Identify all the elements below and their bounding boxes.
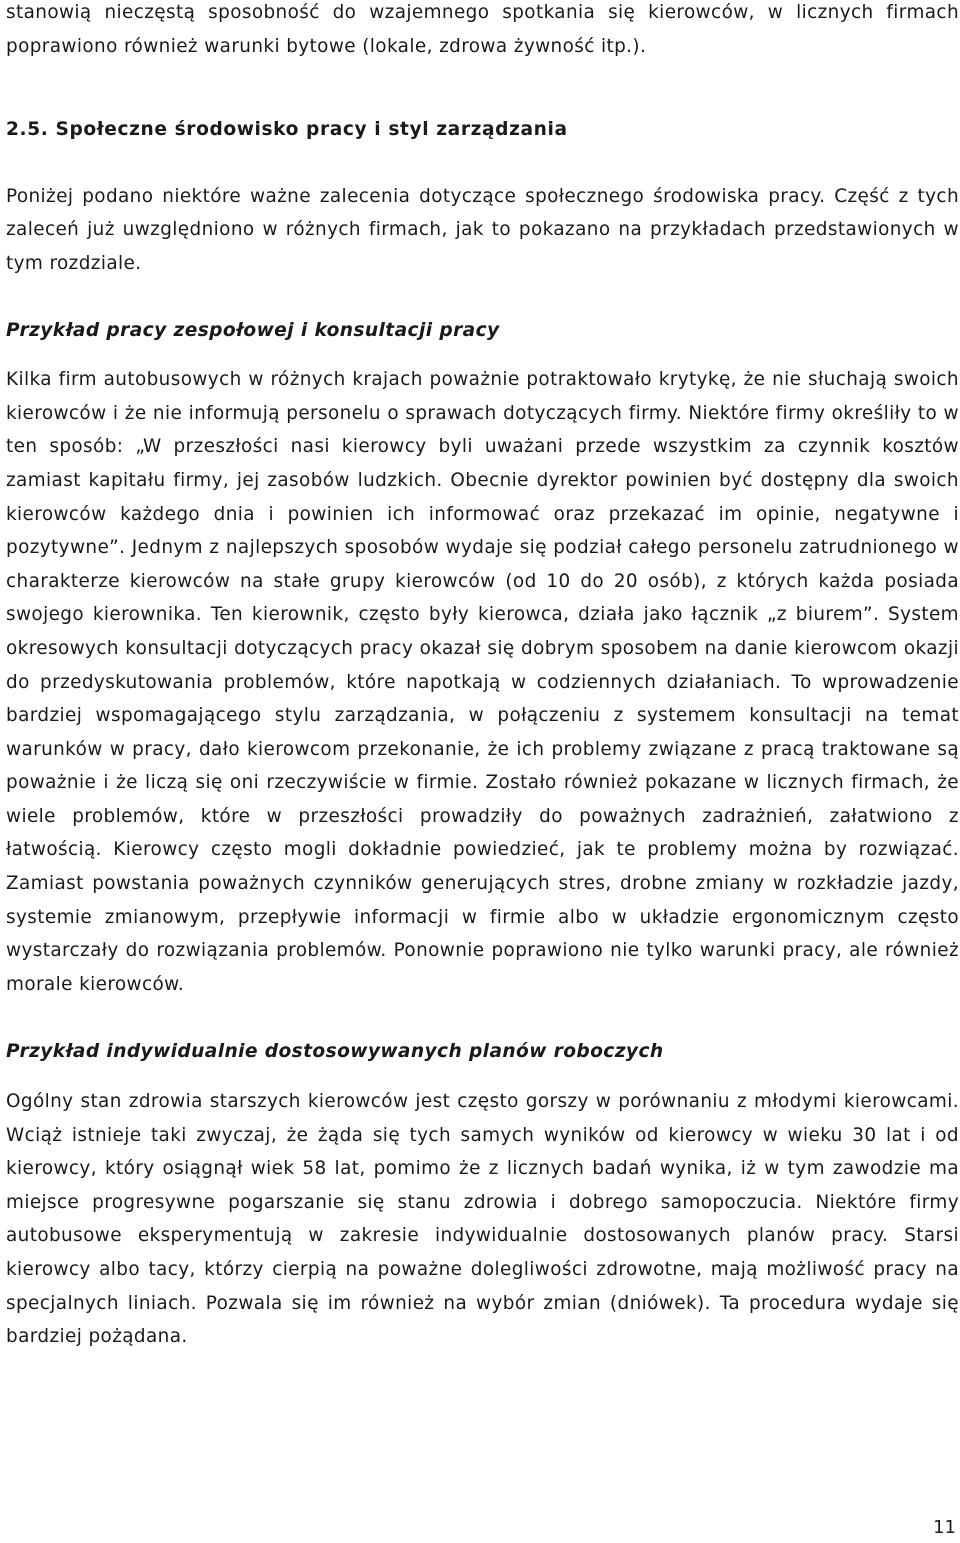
example-teamwork-paragraph: Kilka firm autobusowych w różnych krajach poważnie potraktowało krytykę, że nie słuchają swoich kierowców i że nie informują personelu o sprawach dotyczących firmy. Niektóre firmy określiły to w ten sposób: „W przeszłości nasi kierowcy byli uważani przede wszystkim za czynnik kosztów zamiast kapitału firmy, jej zasobów ludzkich. Obecnie dyrektor powinien być dostępny dla swoich kierowców każdego dnia i powinien ich informować oraz przekazać im opinie, negatywne i pozytywne”. Jednym z najlepszych sposobów wydaje się podział całego personelu zatrudnionego w charakterze kierowców na stałe grupy kierowców (od 10 do 20 osób), z których każda posiada swojego kierownika. Ten kierownik, często były kierowca, działa jako łącznik „z biurem”. System okresowych konsultacji dotyczących pracy okazał się dobrym sposobem na danie kierowcom okazji do przedyskutowania problemów, które napotkają w codziennych działaniach. To wprowadzenie bardziej wspomagającego stylu zarządzania, w połączeniu z systemem konsultacji na temat warunków w pracy, dało kierowcom przekonanie, że ich problemy związane z pracą traktowane są poważnie i że liczą się oni rzeczywiście w firmie. Zostało również pokazane w licznych firmach, że wiele problemów, które w przeszłości prowadziły do poważnych zadrażnień, załatwiono z łatwością. Kierowcy często mogli dokładnie powiedzieć, jak te problemy można by rozwiązać. Zamiast powstania poważnych czynników generujących stres, drobne zmiany w rozkładzie jazdy, systemie zmianowym, przepływie informacji w firmie albo w układzie ergonomicznym często wystarczały do rozwiązania problemów. Ponownie poprawiono nie tylko warunki pracy, ale również morale kierowców. xyxy=(6,369,959,995)
section-heading: 2.5. Społeczne środowisko pracy i styl zarządzania xyxy=(6,119,568,141)
example-teamwork-heading: Przykład pracy zespołowej i konsultacji pracy xyxy=(6,319,500,341)
document-page xyxy=(6,0,959,1354)
example-work-plans-heading: Przykład indywidualnie dostosowywanych planów roboczych xyxy=(6,1041,664,1063)
section-paragraph: Poniżej podano niektóre ważne zalecenia dotyczące społecznego środowiska pracy. Część z tych zaleceń już uwzględniono w różnych firmach, jak to pokazano na przykładach przedstawionych w tym rozdziale. xyxy=(6,185,959,274)
intro-paragraph: stanowią nieczęstą sposobność do wzajemnego spotkania się kierowców, w licznych firmach poprawiono również warunki bytowe (lokale, zdrowa żywność itp.). xyxy=(6,2,959,57)
page-number: 11 xyxy=(933,1517,956,1538)
example-work-plans-paragraph: Ogólny stan zdrowia starszych kierowców jest często gorszy w porównaniu z młodymi kierowcami. Wciąż istnieje taki zwyczaj, że żąda się tych samych wyników od kierowcy w wieku 30 lat i od kierowcy, który osiągnął wiek 58 lat, pomimo że z licznych badań wynika, iż w tym zawodzie ma miejsce progresywne pogarszanie się stanu zdrowia i dobrego samopoczucia. Niektóre firmy autobusowe eksperymentują w zakresie indywidualnie dostosowanych planów pracy. Starsi kierowcy albo tacy, którzy cierpią na poważne dolegliwości zdrowotne, mają możliwość pracy na specjalnych liniach. Pozwala się im również na wybór zmian (dniówek). Ta procedura wydaje się bardziej pożądana. xyxy=(6,1091,959,1348)
